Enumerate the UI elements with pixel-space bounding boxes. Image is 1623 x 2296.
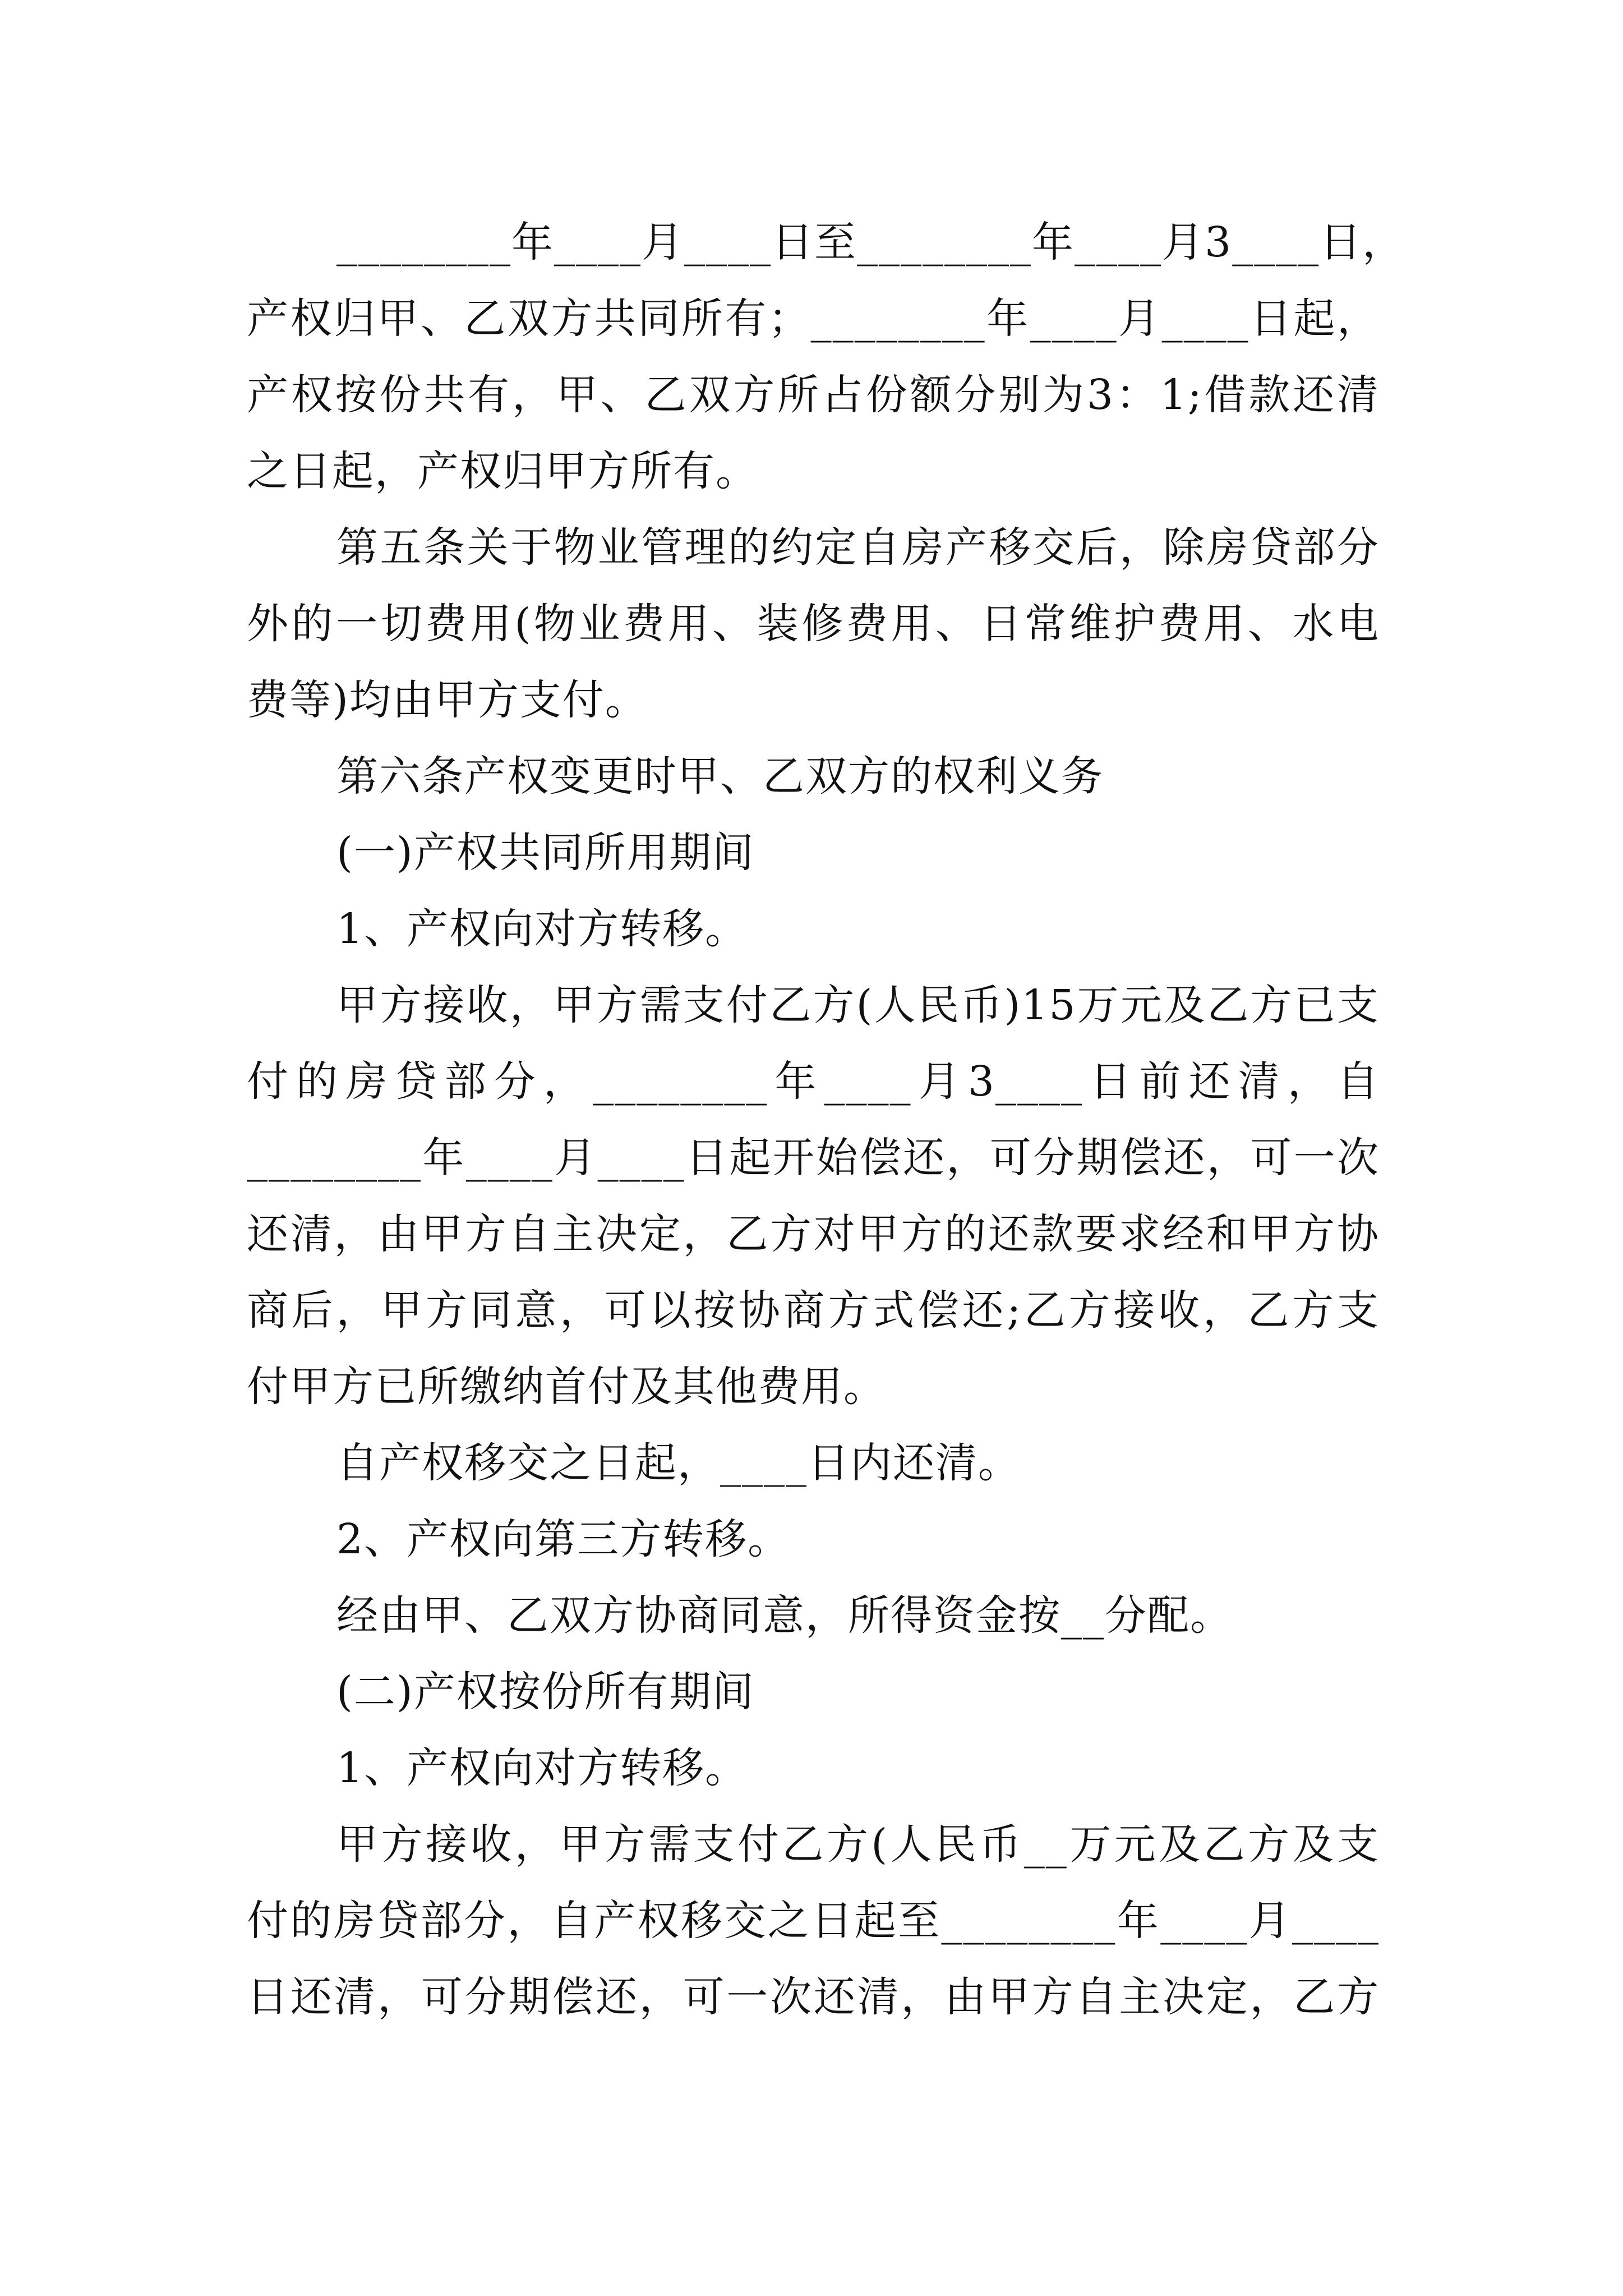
text-line-7: 费等)均由甲方支付。 [247, 676, 648, 724]
text-line-18: 2、产权向第三方转移。 [336, 1515, 791, 1563]
text-line-1: ________年____月____日至________年____月3____日， [336, 218, 1405, 266]
text-line-12: 付的房贷部分，________年____月3____日前还清，自 [247, 1057, 1380, 1106]
text-line-16: 付甲方已所缴纳首付及其他费用。 [247, 1363, 886, 1411]
text-line-9: (一)产权共同所用期间 [336, 829, 755, 877]
text-line-10: 1、产权向对方转移。 [336, 905, 748, 953]
text-line-21: 1、产权向对方转移。 [336, 1744, 748, 1792]
text-line-5: 第五条关于物业管理的约定自房产移交后，除房贷部分 [336, 523, 1380, 572]
text-line-8: 第六条产权变更时甲、乙双方的权利义务 [336, 752, 1104, 800]
text-line-15: 商后，甲方同意，可以按协商方式偿还;乙方接收，乙方支 [247, 1286, 1380, 1335]
text-line-3: 产权按份共有，甲、乙双方所占份额分别为3：1;借款还清 [247, 371, 1380, 419]
text-line-11: 甲方接收，甲方需支付乙方(人民币)15万元及乙方已支 [336, 981, 1380, 1029]
text-line-6: 外的一切费用(物业费用、装修费用、日常维护费用、水电 [247, 600, 1380, 648]
text-line-14: 还清，由甲方自主决定，乙方对甲方的还款要求经和甲方协 [247, 1210, 1380, 1258]
text-line-13: ________年____月____日起开始偿还，可分期偿还，可一次 [247, 1134, 1380, 1182]
text-line-17: 自产权移交之日起，____日内还清。 [336, 1439, 1021, 1487]
text-line-24: 日还清，可分期偿还，可一次还清，由甲方自主决定，乙方 [247, 1973, 1380, 2021]
text-line-20: (二)产权按份所有期间 [336, 1668, 755, 1716]
text-line-22: 甲方接收，甲方需支付乙方(人民币__万元及乙方及支 [336, 1820, 1380, 1869]
text-line-4: 之日起，产权归甲方所有。 [247, 447, 758, 495]
text-line-19: 经由甲、乙双方协商同意，所得资金按__分配。 [336, 1591, 1233, 1640]
text-line-2: 产权归甲、乙双方共同所有；________年____月____日起， [247, 295, 1380, 343]
text-line-23: 付的房贷部分，自产权移交之日起至________年____月____ [247, 1897, 1380, 1945]
